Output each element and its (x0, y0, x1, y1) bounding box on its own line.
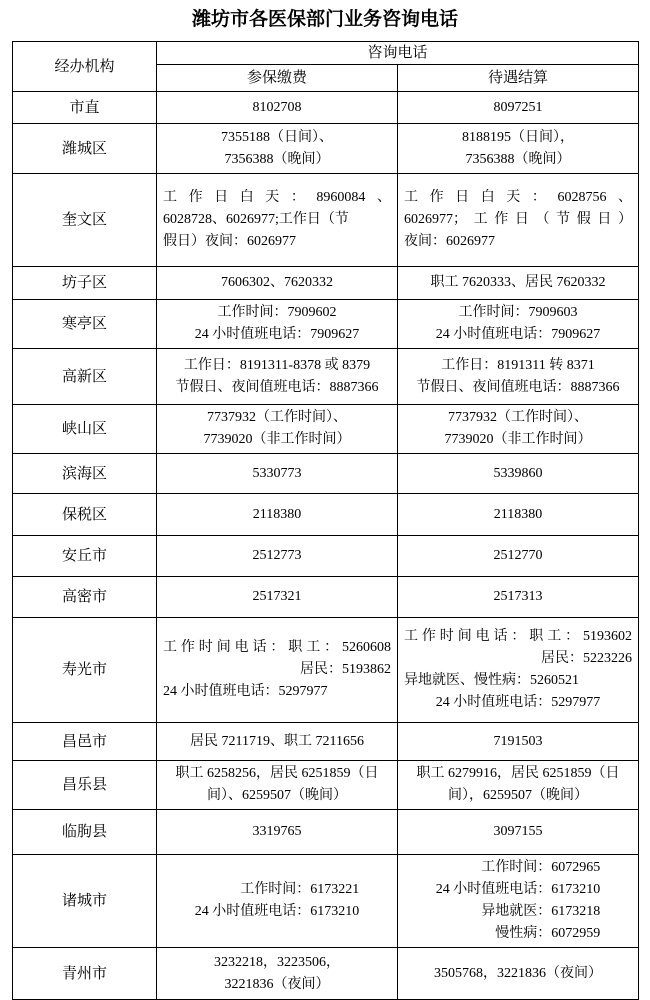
phone-line: 工作日白天：8960084、 (163, 190, 391, 205)
table-row (13, 454, 639, 494)
settle-phone-cell (398, 349, 639, 405)
phone-line: 间），6259507（晚间） (448, 788, 588, 803)
org-name: 诸城市 (13, 855, 157, 948)
settle-phone-cell (398, 810, 639, 855)
settle-phone-cell (398, 405, 639, 454)
enroll-phone-cell (157, 618, 398, 723)
phone-line: 工作时间：6072965 (481, 860, 601, 875)
phone-line: 居民 7211719、职工 7211656 (190, 733, 364, 749)
enroll-phone-cell (157, 300, 398, 349)
settle-phone-cell (398, 577, 639, 618)
phone-line: 7737932（工作时间）、 (448, 410, 588, 425)
phone-line: 慢性病：6072959 (495, 926, 601, 941)
phone-line: 7606302、7620332 (221, 275, 333, 290)
org-name: 临朐县 (13, 810, 157, 855)
phone-line: 2118380 (493, 506, 543, 522)
phone-line: 24 小时值班电话：6173210 (435, 882, 601, 897)
org-name: 保税区 (13, 494, 157, 536)
phone-line: 间）、6259507（晚间） (207, 788, 347, 803)
phone-line: 7356388（晚间） (224, 151, 330, 167)
header-org: 经办机构 (13, 42, 157, 92)
phone-line: 8097251 (493, 99, 543, 115)
phone-line: 6026977；工作日（节假日） (404, 212, 633, 227)
phone-line: 居民：5223226 (541, 651, 633, 666)
settle-phone-cell (398, 536, 639, 577)
phone-line: 工作日：8191311-8378 或 8379 (183, 357, 371, 373)
table-row (13, 92, 639, 124)
phone-line: 节假日、夜间值班电话：8887366 (416, 379, 620, 395)
phone-line: 节假日、夜间值班电话：8887366 (175, 379, 379, 395)
org-name: 潍城区 (13, 124, 157, 174)
phone-line: 24 小时值班电话：5297977 (163, 684, 328, 699)
phone-line: 3319765 (252, 824, 302, 839)
org-name: 市直 (13, 92, 157, 124)
phone-line: 5330773 (252, 465, 302, 481)
enroll-phone-cell (157, 494, 398, 536)
enroll-phone-cell (157, 124, 398, 174)
table-row (13, 855, 639, 948)
settle-phone-cell (398, 300, 639, 349)
phone-line: 假日）夜间：6026977 (163, 234, 296, 249)
enroll-phone-cell (157, 761, 398, 810)
settle-phone-cell (398, 454, 639, 494)
table-row (13, 810, 639, 855)
phone-line: 3505768，3221836（夜间） (434, 965, 602, 981)
phone-line: 3221836（夜间） (224, 976, 330, 992)
table-row (13, 349, 639, 405)
phone-line: 工作时间电话：职工：5260608 (163, 640, 391, 655)
table-row (13, 618, 639, 723)
phone-line: 职工 6279916，居民 6251859（日 (416, 766, 620, 781)
header-settle: 待遇结算 (398, 65, 639, 92)
phone-line: 职工 6258256，居民 6251859（日 (175, 766, 379, 781)
settle-phone-cell (398, 761, 639, 810)
org-name: 安丘市 (13, 536, 157, 577)
org-name: 青州市 (13, 948, 157, 1000)
phone-line: 2512773 (252, 548, 302, 563)
enroll-phone-cell (157, 723, 398, 761)
phone-line: 2517321 (252, 589, 302, 604)
settle-phone-cell (398, 174, 639, 267)
table-row (13, 577, 639, 618)
phone-line-group (436, 857, 601, 945)
phone-line: 工作时间：7909602 (217, 305, 337, 320)
enroll-phone-cell (157, 536, 398, 577)
settle-phone-cell (398, 124, 639, 174)
phone-line: 2118380 (252, 506, 302, 522)
table-row (13, 300, 639, 349)
header-row-1 (13, 42, 639, 65)
table-row (13, 124, 639, 174)
table-row (13, 267, 639, 300)
phone-line: 7739020（非工作时间） (444, 432, 592, 447)
phone-line: 24 小时值班电话：7909627 (435, 327, 601, 342)
phone-line: 7737932（工作时间）、 (207, 410, 347, 425)
settle-phone-cell (398, 618, 639, 723)
org-name: 寿光市 (13, 618, 157, 723)
phone-line: 工作时间电话：职工：5193602 (404, 629, 633, 644)
phone-line: 工作时间：7909603 (458, 305, 578, 320)
settle-phone-cell (398, 723, 639, 761)
phone-line: 职工 7620333、居民 7620332 (430, 275, 606, 290)
phone-line: 3097155 (493, 824, 543, 839)
phone-line: 5339860 (493, 465, 543, 481)
phone-line: 工作时间：6173221 (240, 882, 360, 897)
phone-line: 7356388（晚间） (465, 151, 571, 167)
table-row (13, 405, 639, 454)
phone-line: 2512770 (493, 548, 543, 563)
page-title: 潍坊市各医保部门业务咨询电话 (191, 9, 458, 30)
phone-line-group (195, 879, 360, 923)
phone-line: 工作日白天：6028756、 (404, 190, 633, 205)
table-row (13, 761, 639, 810)
phone-line: 7355188（日间）、 (221, 129, 333, 145)
table-row (13, 723, 639, 761)
enroll-phone-cell (157, 855, 398, 948)
phone-line: 夜间：6026977 (404, 234, 495, 249)
org-name: 昌邑市 (13, 723, 157, 761)
org-name: 坊子区 (13, 267, 157, 300)
header-enroll: 参保缴费 (157, 65, 398, 92)
table-row (13, 494, 639, 536)
phone-line: 8188195（日间）， (462, 129, 574, 145)
enroll-phone-cell (157, 92, 398, 124)
table-row (13, 536, 639, 577)
phone-line: 工作日：8191311 转 8371 (441, 357, 595, 373)
phone-line: 7191503 (493, 733, 543, 749)
enroll-phone-cell (157, 349, 398, 405)
enroll-phone-cell (157, 405, 398, 454)
table-row (13, 174, 639, 267)
org-name: 高密市 (13, 577, 157, 618)
enroll-phone-cell (157, 577, 398, 618)
settle-phone-cell (398, 494, 639, 536)
phone-line: 7739020（非工作时间） (203, 432, 351, 447)
enroll-phone-cell (157, 174, 398, 267)
org-name: 峡山区 (13, 405, 157, 454)
phone-line: 24 小时值班电话：5297977 (435, 695, 601, 710)
org-name: 高新区 (13, 349, 157, 405)
settle-phone-cell (398, 92, 639, 124)
phone-line: 24 小时值班电话：7909627 (194, 327, 360, 342)
enroll-phone-cell (157, 810, 398, 855)
header-phone: 咨询电话 (157, 42, 639, 65)
enroll-phone-cell (157, 454, 398, 494)
enroll-phone-cell (157, 267, 398, 300)
org-name: 滨海区 (13, 454, 157, 494)
phone-line: 异地就医、慢性病：5260521 (404, 673, 579, 688)
phone-line: 6028728、6026977;工作日（节 (163, 212, 349, 227)
phone-line: 居民：5193862 (300, 662, 391, 677)
phone-line: 异地就医：6173218 (481, 904, 601, 919)
phone-line: 3232218，3223506， (214, 954, 340, 970)
phone-line: 24 小时值班电话：6173210 (194, 904, 360, 919)
settle-phone-cell (398, 267, 639, 300)
phone-table (12, 41, 639, 1000)
phone-line: 2517313 (493, 589, 543, 604)
org-name: 奎文区 (13, 174, 157, 267)
org-name: 寒亭区 (13, 300, 157, 349)
org-name: 昌乐县 (13, 761, 157, 810)
phone-line: 8102708 (252, 99, 302, 115)
settle-phone-cell (398, 855, 639, 948)
